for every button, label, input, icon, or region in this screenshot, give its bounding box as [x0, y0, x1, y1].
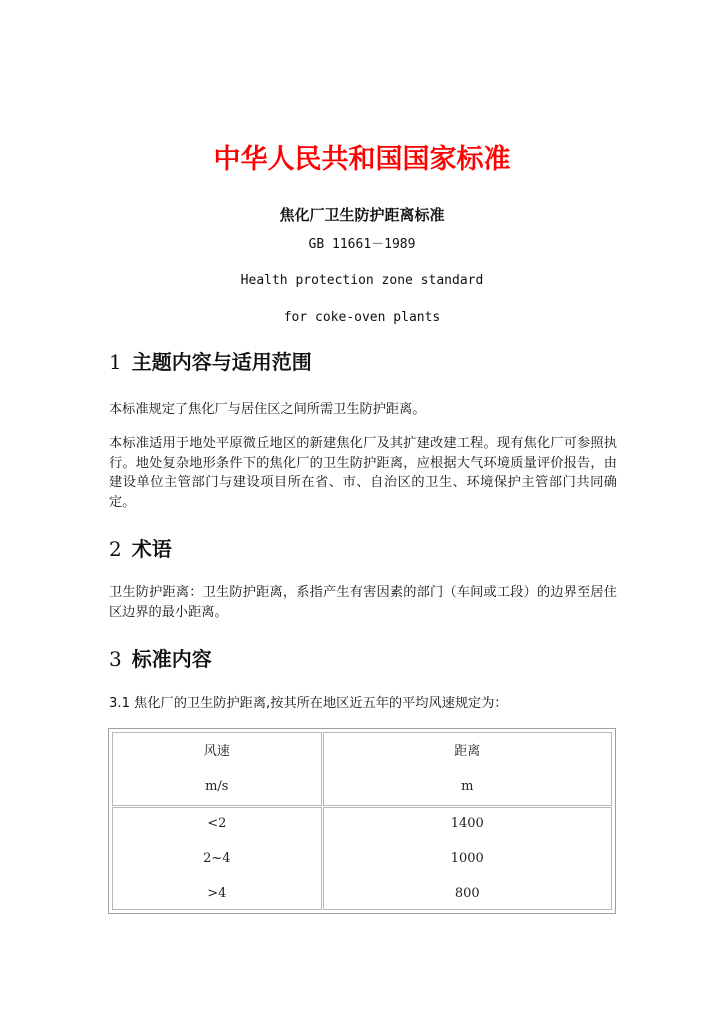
wind-value: 2~4 [203, 850, 231, 866]
section-number: 2 [109, 537, 122, 561]
header-unit: m/s [205, 778, 229, 794]
header-unit: m [461, 778, 474, 794]
section-title: 主题内容与适用范围 [131, 350, 312, 374]
section-1-paragraph-1: 本标准规定了焦化厂与居住区之间所需卫生防护距离。 [109, 402, 426, 417]
header-label: 距离 [454, 743, 481, 759]
wind-distance-table [111, 731, 613, 911]
wind-value: >4 [207, 885, 227, 901]
english-title-line-2: for coke-oven plants [283, 310, 441, 325]
standard-title: 焦化厂卫生防护距离标准 [279, 206, 445, 224]
section-number: 3 [109, 647, 122, 671]
table-row [112, 807, 612, 910]
distance-value: 800 [454, 885, 480, 901]
header-label: 风速 [203, 743, 230, 759]
table-header-row [112, 732, 612, 806]
section-title: 术语 [131, 537, 172, 561]
section-1-paragraph-2: 本标准适用于地处平原微丘地区的新建焦化厂及其扩建改建工程。现有焦化厂可参照执行。地处复杂地形条件下的焦化厂的卫生防护距离，应根据大气环境质量评价报告，由建设单位主管部门与建设项目所在省、市、自治区的卫生、环境保护主管部门共同确定。 [109, 436, 617, 510]
section-number: 1 [109, 350, 122, 374]
standard-code: GB 11661－1989 [308, 237, 416, 252]
distance-values-cell [323, 807, 612, 910]
distance-table [108, 728, 616, 914]
distance-value: 1000 [450, 850, 484, 866]
distance-value: 1400 [450, 815, 484, 831]
section-heading-2 [109, 535, 172, 563]
section-3-paragraph-1: 3.1 焦化厂的卫生防护距离,按其所在地区近五年的平均风速规定为： [109, 696, 508, 711]
header-cell-distance [323, 732, 612, 806]
section-2-paragraph-1: 卫生防护距离：卫生防护距离，系指产生有害因素的部门（车间或工段）的边界至居住区边界的最小距离。 [109, 585, 617, 620]
section-heading-1 [109, 348, 312, 376]
wind-values-cell [112, 807, 322, 910]
section-title: 标准内容 [131, 647, 212, 671]
wind-value: <2 [207, 815, 227, 831]
section-heading-3 [109, 645, 212, 673]
english-title-line-1: Health protection zone standard [240, 273, 484, 288]
header-cell-wind [112, 732, 322, 806]
document-main-title: 中华人民共和国国家标准 [213, 144, 511, 175]
